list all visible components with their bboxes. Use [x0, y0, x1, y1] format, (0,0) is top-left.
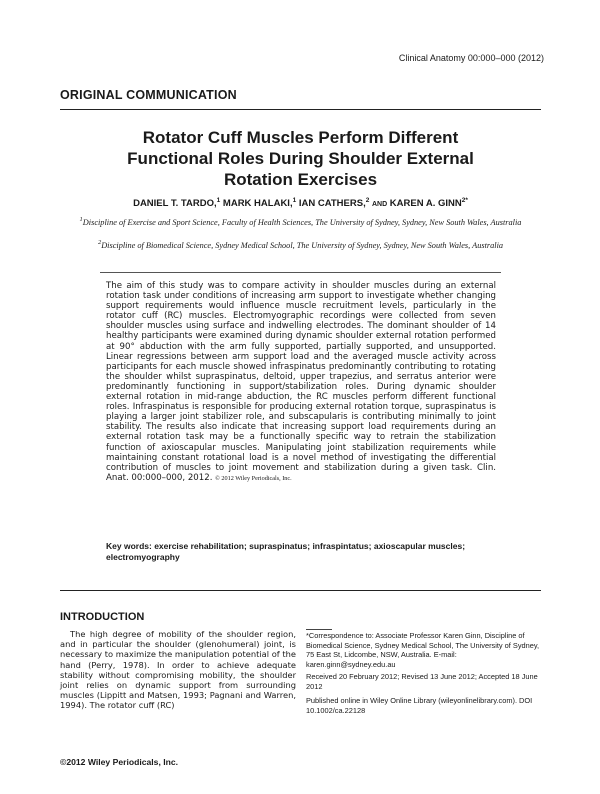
author-affil-marker: 2 — [365, 197, 370, 204]
affiliation-marker: 1 — [79, 216, 83, 223]
affiliation — [60, 214, 541, 228]
keywords-label: Key words: — [106, 541, 152, 551]
title-line: Rotation Exercises — [223, 170, 378, 189]
author-name: DANIEL T. TARDO, — [133, 198, 217, 210]
page-copyright: ©2012 Wiley Periodicals, Inc. — [60, 757, 179, 767]
keywords-text: exercise rehabilitation; supraspinatus; infraspintatus; axioscapular muscles; electromyography — [106, 541, 466, 562]
abstract-divider — [100, 272, 501, 273]
affiliation-text: Discipline of Biomedical Science, Sydney Medical School, The University of Sydney, Sydney, New South Wales, Australia — [101, 240, 504, 250]
footnote-divider — [306, 629, 332, 630]
header-divider — [60, 109, 541, 110]
affiliation-text: Discipline of Exercise and Sport Science, Faculty of Health Sciences, The University of Sydney, Sydney, New South Wales, Australia — [82, 217, 522, 227]
journal-citation: Clinical Anatomy 00:000–000 (2012) — [398, 53, 544, 63]
intro-paragraph: The high degree of mobility of the shoulder region, and in particular the shoulder (glenohumeral) joint, is necessary to maximize the manipulation potential of the hand (Perry, 1978). In order to achieve adequate stability without compromising mobility, the shoulder joint relies on dynamic support from surrounding muscles (Lippitt and Matsen, 1993; Pagnani and Warren, 1994). The rotator cuff (RC) — [60, 629, 296, 711]
publication-footnote: Published online in Wiley Online Library (wileyonlinelibrary.com). DOI 10.1002/ca.22128 — [306, 696, 533, 715]
affiliation-marker: 2 — [97, 239, 102, 246]
author-name: MARK HALAKI, — [222, 198, 293, 210]
author-name: IAN CATHERS, — [298, 198, 366, 210]
abstract-copyright: © 2012 Wiley Periodicals, Inc. — [215, 474, 292, 482]
author-affil-marker: 1 — [292, 197, 297, 204]
intro-heading: INTRODUCTION — [60, 611, 145, 623]
dates-footnote: Received 20 February 2012; Revised 13 June 2012; Accepted 18 June 2012 — [306, 672, 538, 691]
title-line: Rotator Cuff Muscles Perform Different — [142, 128, 459, 147]
abstract-text: The aim of this study was to compare activity in shoulder muscles during an external rotation task under conditions of increasing arm support to investigate whether changing support requirements would influence muscle recruitment levels, particularly in the rotator cuff (RC) muscles. Electromyographic recordings were collected from seven shoulder muscles using surface and indwelling electrodes. The dominant shoulder of 14 healthy participants were examined during dynamic shoulder external rotation performed at 90° abduction with the arm fully supported, partially supported, and unsupported. Linear regressions between arm support load and the averaged muscle activity across participants for each muscle showed infraspinatus predominantly contributing to rotating the shoulder whilst supraspinatus, deltoid, upper trapezius, and serratus anterior were predominantly functioning in support/stabilization roles. During dynamic shoulder external rotation in mid-range abduction, the RC muscles perform different functional roles. Infraspinatus is responsible for producing external rotation torque, supraspinatus is playing a larger joint stabilizer role, and subscapularis is contributing minimally to joint stability. The results also indicate that increasing support load requirements during an external rotation task may be a functionally specific way to retrain the stabilization function of axioscapular muscles. Manipulating joint stabilization requirements while maintaining constant rotational load is a novel method of investigating the differential contribution of muscles to joint movement and stabilization during a given task. Clin. Anat. 00:000–000, 2012. — [106, 281, 496, 483]
keywords — [106, 541, 496, 562]
section-divider — [60, 590, 541, 591]
abstract — [106, 281, 496, 483]
title-line: Functional Roles During Shoulder External — [127, 149, 474, 168]
author-name: KAREN A. GINN — [389, 198, 462, 210]
article-title — [60, 127, 541, 190]
author-affil-marker: 2* — [461, 197, 468, 204]
correspondence-footnote: *Correspondence to: Associate Professor Karen Ginn, Discipline of Biomedical Science, Sydney Medical School, The University of Sydney, 75 East St, Lidcombe, NSW, Australia. E-mail: karen.ginn@sydney.edu.au — [306, 631, 540, 669]
affiliation — [60, 237, 541, 251]
author-affil-marker: 1 — [216, 197, 221, 204]
author-list — [60, 197, 541, 209]
author-conjunction: AND — [371, 201, 388, 209]
section-label: ORIGINAL COMMUNICATION — [60, 88, 237, 102]
